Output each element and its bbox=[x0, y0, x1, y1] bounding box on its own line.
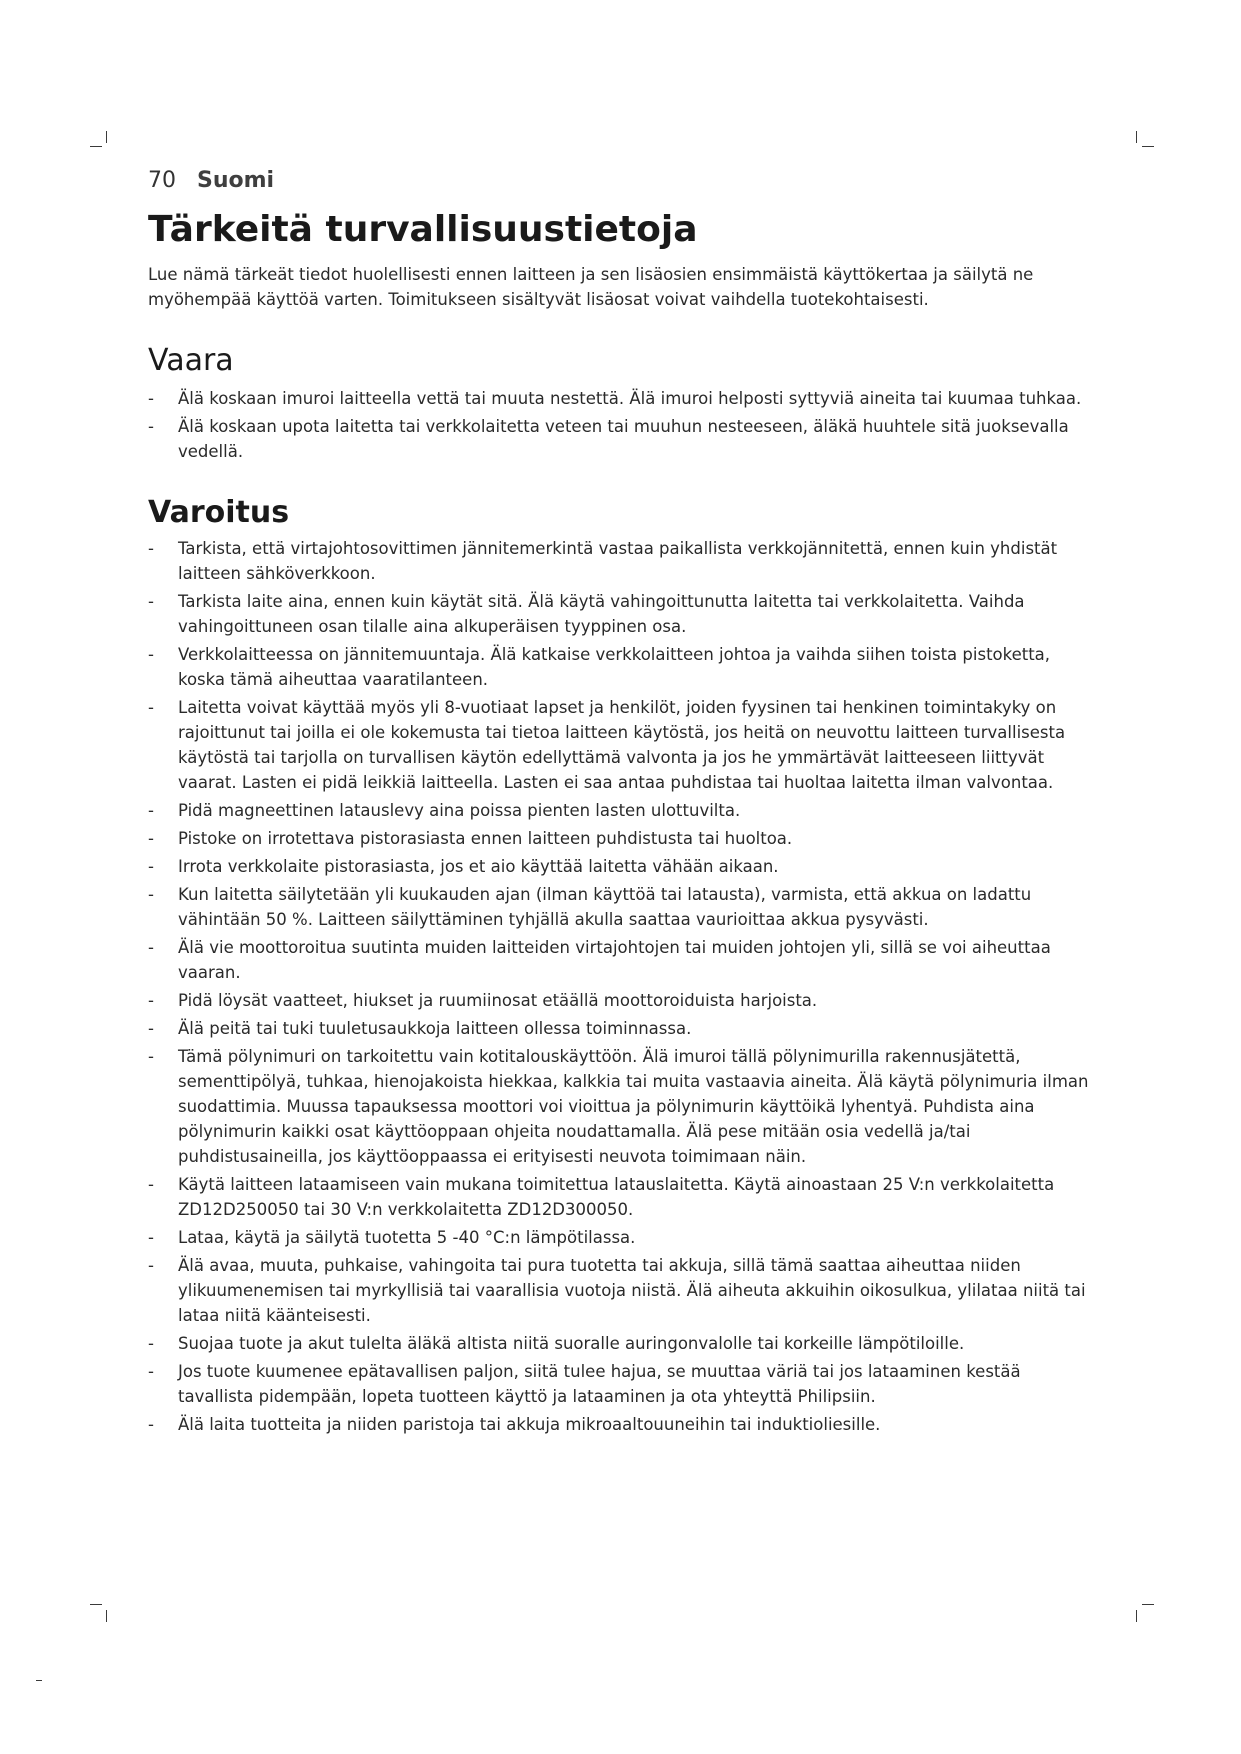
varoitus-list bbox=[148, 536, 1098, 1437]
bullet-dash: - bbox=[148, 389, 154, 408]
bullet-dash: - bbox=[148, 829, 154, 848]
intro-paragraph: Lue nämä tärkeät tiedot huolellisesti ennen laitteen ja sen lisäosien ensimmäistä käyttökertaa ja säilytä ne myöhempää käyttöä varten. Toimitukseen sisältyvät lisäosat voivat vaihdella tuotekohtaisesti. bbox=[148, 265, 1034, 309]
list-item bbox=[148, 935, 1098, 985]
list-item-text: Jos tuote kuumenee epätavallisen paljon, siitä tulee hajua, se muuttaa väriä tai jos lataaminen kestää tavallista pidempään, lopeta tuotteen käyttö ja lataaminen ja ota yhteyttä Philipsiin. bbox=[178, 1362, 1021, 1406]
page-title: Tärkeitä turvallisuustietoja bbox=[148, 209, 698, 250]
bullet-dash: - bbox=[148, 1256, 154, 1275]
bullet-dash: - bbox=[148, 1047, 154, 1066]
crop-mark-top-left-h bbox=[90, 146, 102, 147]
list-item bbox=[148, 1253, 1098, 1328]
bullet-dash: - bbox=[148, 991, 154, 1010]
list-item-text: Pidä löysät vaatteet, hiukset ja ruumiinosat etäällä moottoroiduista harjoista. bbox=[178, 991, 818, 1010]
list-item bbox=[148, 1172, 1098, 1222]
crop-mark-bottom-left-v bbox=[106, 1610, 107, 1622]
bullet-dash: - bbox=[148, 1362, 154, 1381]
list-item-text: Pidä magneettinen latauslevy aina poissa pienten lasten ulottuvilta. bbox=[178, 801, 741, 820]
list-item-text: Tarkista laite aina, ennen kuin käytät sitä. Älä käytä vahingoittunutta laitetta tai verkkolaitetta. Vaihda vahingoittuneen osan tilalle aina alkuperäisen tyyppinen osa. bbox=[178, 592, 1025, 636]
bullet-dash: - bbox=[148, 801, 154, 820]
list-item-text: Älä avaa, muuta, puhkaise, vahingoita tai pura tuotetta tai akkuja, sillä tämä saattaa aiheuttaa niiden ylikuumenemisen tai myrkyllisiä tai vaarallisia vuotoja niistä. Älä aiheuta akkuihin oikosulkua, ylilataa niitä tai lataa niitä käänteisesti. bbox=[178, 1256, 1086, 1325]
list-item-text: Älä peitä tai tuki tuuletusaukkoja laitteen ollessa toiminnassa. bbox=[178, 1019, 692, 1038]
page-number: 70 bbox=[148, 168, 176, 193]
list-item bbox=[148, 882, 1098, 932]
list-item-text: Älä koskaan upota laitetta tai verkkolaitetta veteen tai muuhun nesteeseen, äläkä huuhtele sitä juoksevalla vedellä. bbox=[178, 417, 1069, 461]
list-item bbox=[148, 988, 1098, 1013]
list-item bbox=[148, 826, 1098, 851]
document-page bbox=[148, 168, 1098, 1440]
list-item-text: Laitetta voivat käyttää myös yli 8-vuotiaat lapset ja henkilöt, joiden fyysinen tai henkinen toimintakyky on rajoittunut tai joilla ei ole kokemusta tai tietoa laitteen käytöstä, jos heitä on neuvottu laitteen turvallisesta käytöstä tai tarjolla on turvallisen käytön edellyttämä valvonta ja jos he ymmärtävät laitteeseen liittyvät vaarat. Lasten ei pidä leikkiä laitteella. Lasten ei saa antaa puhdistaa tai huoltaa laitetta ilman valvontaa. bbox=[178, 698, 1066, 792]
list-item-text: Lataa, käytä ja säilytä tuotetta 5 -40 °C:n lämpötilassa. bbox=[178, 1228, 636, 1247]
list-item bbox=[148, 1016, 1098, 1041]
crop-mark-top-right-v bbox=[1136, 131, 1137, 143]
bullet-dash: - bbox=[148, 1415, 154, 1434]
list-item bbox=[148, 414, 1098, 464]
list-item bbox=[148, 1225, 1098, 1250]
language-label: Suomi bbox=[197, 168, 275, 193]
bullet-dash: - bbox=[148, 417, 154, 436]
list-item-text: Tarkista, että virtajohtosovittimen jännitemerkintä vastaa paikallista verkkojännitettä, ennen kuin yhdistät laitteen sähköverkkoon. bbox=[178, 539, 1058, 583]
list-item-text: Verkkolaitteessa on jännitemuuntaja. Älä katkaise verkkolaitteen johtoa ja vaihda siihen toista pistoketta, koska tämä aiheuttaa vaaratilanteen. bbox=[178, 645, 1051, 689]
running-header bbox=[148, 168, 1098, 194]
list-item bbox=[148, 1359, 1098, 1409]
section-heading-vaara: Vaara bbox=[148, 343, 234, 378]
crop-mark-top-left-v bbox=[106, 131, 107, 143]
list-item bbox=[148, 1044, 1098, 1169]
crop-mark-top-right-h bbox=[1142, 146, 1154, 147]
list-item bbox=[148, 589, 1098, 639]
crop-mark-foot-left bbox=[36, 1680, 42, 1681]
crop-mark-bottom-left-h bbox=[90, 1604, 102, 1605]
list-item-text: Suojaa tuote ja akut tulelta äläkä altista niitä suoralle auringonvalolle tai korkeille lämpötiloille. bbox=[178, 1334, 965, 1353]
bullet-dash: - bbox=[148, 1334, 154, 1353]
list-item bbox=[148, 695, 1098, 795]
list-item-text: Käytä laitteen lataamiseen vain mukana toimitettua latauslaitetta. Käytä ainoastaan 25 V:n verkkolaitetta ZD12D250050 tai 30 V:n verkkolaitetta ZD12D300050. bbox=[178, 1175, 1055, 1219]
list-item bbox=[148, 1331, 1098, 1356]
section-heading-varoitus: Varoitus bbox=[148, 495, 290, 530]
list-item bbox=[148, 536, 1098, 586]
bullet-dash: - bbox=[148, 885, 154, 904]
crop-mark-bottom-right-h bbox=[1142, 1604, 1154, 1605]
list-item bbox=[148, 642, 1098, 692]
list-item-text: Älä laita tuotteita ja niiden paristoja tai akkuja mikroaaltouuneihin tai induktioliesille. bbox=[178, 1415, 881, 1434]
list-item bbox=[148, 386, 1098, 411]
list-item bbox=[148, 854, 1098, 879]
list-item-text: Pistoke on irrotettava pistorasiasta ennen laitteen puhdistusta tai huoltoa. bbox=[178, 829, 793, 848]
list-item bbox=[148, 1412, 1098, 1437]
list-item-text: Älä vie moottoroitua suutinta muiden laitteiden virtajohtojen tai muiden johtojen yli, sillä se voi aiheuttaa vaaran. bbox=[178, 938, 1051, 982]
list-item-text: Älä koskaan imuroi laitteella vettä tai muuta nestettä. Älä imuroi helposti syttyviä aineita tai kuumaa tuhkaa. bbox=[178, 389, 1082, 408]
list-item bbox=[148, 798, 1098, 823]
bullet-dash: - bbox=[148, 1175, 154, 1194]
bullet-dash: - bbox=[148, 1019, 154, 1038]
bullet-dash: - bbox=[148, 857, 154, 876]
bullet-dash: - bbox=[148, 938, 154, 957]
bullet-dash: - bbox=[148, 1228, 154, 1247]
bullet-dash: - bbox=[148, 698, 154, 717]
bullet-dash: - bbox=[148, 539, 154, 558]
crop-mark-bottom-right-v bbox=[1136, 1610, 1137, 1622]
vaara-list bbox=[148, 386, 1098, 464]
bullet-dash: - bbox=[148, 592, 154, 611]
list-item-text: Irrota verkkolaite pistorasiasta, jos et aio käyttää laitetta vähään aikaan. bbox=[178, 857, 779, 876]
list-item-text: Kun laitetta säilytetään yli kuukauden ajan (ilman käyttöä tai latausta), varmista, että akkua on ladattu vähintään 50 %. Laitteen säilyttäminen tyhjällä akulla saattaa vaurioittaa akkua pysyvästi. bbox=[178, 885, 1032, 929]
bullet-dash: - bbox=[148, 645, 154, 664]
list-item-text: Tämä pölynimuri on tarkoitettu vain kotitalouskäyttöön. Älä imuroi tällä pölynimurilla rakennusjätettä, sementtipölyä, tuhkaa, hienojakoista hiekkaa, kalkkia tai muita vastaavia aineita. Älä käytä pölynimuria ilman suodattimia. Muussa tapauksessa moottori voi vioittua ja pölynimurin käyttöikä lyhentyä. Puhdista aina pölynimurin kaikki osat käyttöoppaan ohjeita noudattamalla. Älä pese mitään osia vedellä ja/tai puhdistusaineilla, jos käyttöoppaassa ei erityisesti neuvota toimimaan näin. bbox=[178, 1047, 1089, 1166]
